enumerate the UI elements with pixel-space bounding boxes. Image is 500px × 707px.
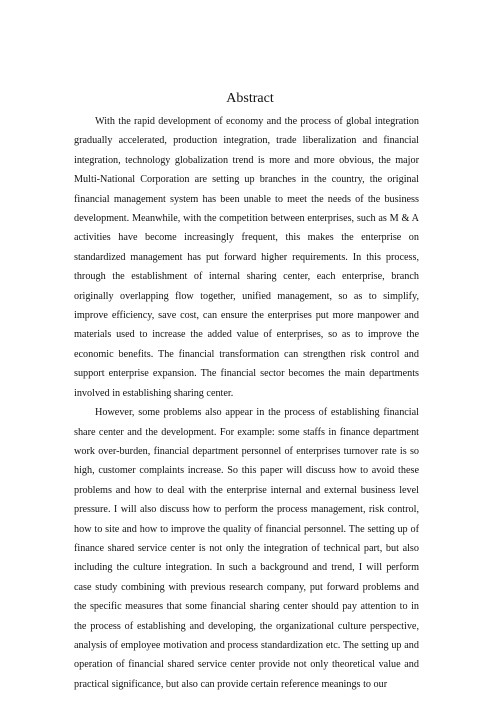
paragraph-1: With the rapid development of economy and the process of global integration gradually accelerated, production integration, trade liberalization and financial integration, technology globalization trend is more and more obvious, the major Multi-National Corporation are setting up branches in the country, the original financial management system has been unable to meet the needs of the business development. Meanwhile, with the competition between enterprises, such as M & A activities have become increasingly frequent, this makes the enterprise on standardized management has put forward higher requirements. In this process, through the establishment of internal sharing center, each enterprise, branch originally overlapping flow together, unified management, so as to simplify, improve efficiency, save cost, can ensure the enterprises put more manpower and materials used to increase the added value of enterprises, so as to improve the economic benefits. The financial transformation can strengthen risk control and support enterprise expansion. The financial sector becomes the main departments involved in establishing sharing center.	[74, 116, 419, 399]
abstract-body	[74, 112, 419, 694]
page-title: Abstract	[226, 91, 274, 106]
paragraph-2: However, some problems also appear in the process of establishing financial share center and the development. For example: some staffs in finance department work over-burden, financial department personnel of enterprises turnover rate is so high, customer complaints increase. So this paper will discuss how to avoid these problems and how to deal with the enterprise internal and external business level pressure. I will also discuss how to perform the process management, risk control, how to site and how to improve the quality of financial personnel. The setting up of finance shared service center is not only the integration of technical part, but also including the culture integration. In such a background and trend, I will perform case study combining with previous research company, put forward problems and the specific measures that some financial sharing center should pay attention to in the process of establishing and developing, the organizational culture perspective, analysis of employee motivation and process standardization etc. The setting up and operation of financial shared service center provide not only theoretical value and practical significance, but also can provide certain reference meanings to our	[74, 407, 419, 690]
